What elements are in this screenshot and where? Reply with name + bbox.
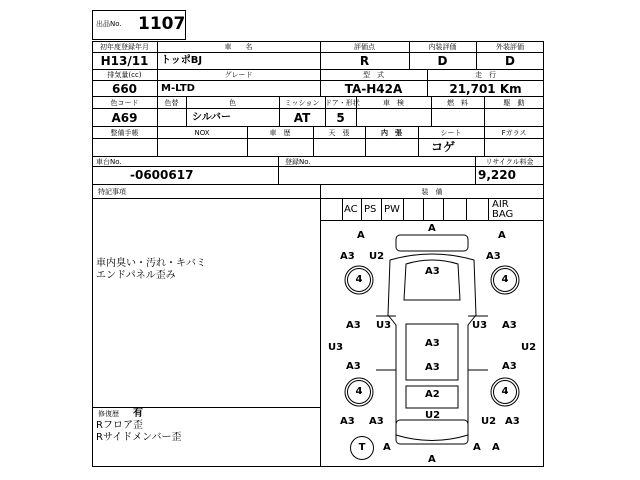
value-chassis: -0600617 <box>130 168 194 182</box>
label-mission: ミッション <box>284 99 320 107</box>
value-car-name: トッポBJ <box>161 55 203 66</box>
value-recycle: 9,220 <box>478 168 516 182</box>
mark-l-a3-2: A3 <box>346 361 361 372</box>
notes-line-1: 車内臭い・汚れ・キバミ <box>96 258 206 269</box>
label-manual: 整備手帳 <box>110 129 139 137</box>
mark-fl-u2: U2 <box>369 251 385 262</box>
value-score: R <box>359 54 370 68</box>
label-chassis: 車台No. <box>96 158 122 166</box>
label-displacement: 排気量(cc) <box>107 71 142 79</box>
front-bumper <box>396 235 468 251</box>
mark-rr-a3: A3 <box>505 416 520 427</box>
wheel-rl: 4 <box>347 380 371 404</box>
label-recycle: リサイクル料金 <box>485 158 534 166</box>
value-grade: M-LTD <box>161 83 195 94</box>
label-equipment: 装 備 <box>421 188 443 196</box>
repair-line-1: Rフロア歪 <box>96 420 143 431</box>
label-color: 色 <box>229 99 236 107</box>
value-mission: AT <box>293 111 311 125</box>
label-notes: 特記事項 <box>98 188 126 196</box>
wheel-rr: 4 <box>493 380 517 404</box>
mark-l-u3-1: U3 <box>376 320 392 331</box>
label-mileage: 走 行 <box>475 71 496 79</box>
mark-front-a3: A <box>498 230 506 241</box>
value-year: H13/11 <box>100 54 149 68</box>
mark-rl-a3-b: A3 <box>369 416 384 427</box>
equip-pw: PW <box>384 204 400 215</box>
equip-ac: AC <box>344 204 358 215</box>
repair-line-2: Rサイドメンバー歪 <box>96 432 182 443</box>
mark-bottom-a2: A <box>428 454 436 465</box>
mark-center-u2: A3 <box>425 362 440 373</box>
mark-front-a1: A <box>357 230 365 241</box>
label-roof: 天 張 <box>328 129 350 137</box>
tow-mark: T <box>350 436 374 460</box>
mark-fr-a3: A3 <box>486 251 501 262</box>
label-interior: 内装評価 <box>428 43 457 51</box>
mark-roof-a3: A3 <box>425 338 440 349</box>
label-model: 型 式 <box>363 71 384 79</box>
value-exterior: D <box>505 54 515 68</box>
mark-fl-a3: A3 <box>340 251 355 262</box>
wheel-fr: 4 <box>493 268 517 292</box>
label-registration: 登録No. <box>285 158 311 166</box>
mark-r-a3-2: A3 <box>502 361 517 372</box>
equip-airbag-2: BAG <box>492 209 514 220</box>
mark-bottom-a4: A <box>492 442 500 453</box>
value-color: シルバー <box>192 112 232 123</box>
lot-number: 1107 <box>138 14 186 34</box>
value-mileage: 21,701 Km <box>449 82 522 96</box>
wheel-fl: 4 <box>347 268 371 292</box>
mark-rl-a3: A3 <box>340 416 355 427</box>
label-car-name: 車 名 <box>224 43 253 51</box>
mark-hood-a3: A3 <box>425 266 440 277</box>
label-history: 車 歴 <box>269 129 291 137</box>
label-doors: ドア・形状 <box>325 99 360 107</box>
equip-airbag-1: AIR <box>492 199 509 210</box>
value-doors: 5 <box>336 111 345 125</box>
mark-l-u3-2: U3 <box>328 342 344 353</box>
mark-rr-u2: U2 <box>481 416 497 427</box>
label-score: 評価点 <box>354 43 375 51</box>
label-grade: グレード <box>224 71 253 79</box>
value-color-code: A69 <box>111 111 138 125</box>
mark-r-a3-1: A3 <box>502 320 517 331</box>
mark-r-u3-1: U3 <box>472 320 488 331</box>
label-inspection: 車 検 <box>383 99 404 107</box>
value-interior: D <box>437 54 448 68</box>
mark-rear-u2: U2 <box>425 410 441 421</box>
value-model: TA-H42A <box>344 82 403 96</box>
label-glass: Fガラス <box>501 129 527 137</box>
value-seat: コゲ <box>430 140 455 154</box>
label-color-change: 色替 <box>164 99 179 107</box>
label-nox: NOX <box>194 129 210 137</box>
label-seat: シート <box>440 129 462 137</box>
mark-l-a3-1: A3 <box>346 320 361 331</box>
label-drive: 駆 動 <box>503 99 525 107</box>
label-repair: 修復歴 <box>98 410 119 418</box>
mark-bottom-a1: A <box>383 442 391 453</box>
label-fuel: 燃 料 <box>447 99 468 107</box>
label-color-code: 色コード <box>110 99 139 107</box>
lot-label: 出品No. <box>96 20 122 28</box>
mark-r-u2: U2 <box>521 342 537 353</box>
mark-front-a2: A <box>428 223 436 234</box>
value-displacement: 660 <box>111 82 138 96</box>
mark-rear-a2: A2 <box>425 389 440 400</box>
label-interior-trim: 内 張 <box>381 129 402 137</box>
label-exterior: 外装評価 <box>496 43 524 51</box>
mark-bottom-a3: A <box>473 442 481 453</box>
notes-line-2: エンドパネル歪み <box>96 270 176 281</box>
value-repair: 有 <box>133 408 143 419</box>
equip-ps: PS <box>364 204 377 215</box>
equipment-grid <box>320 198 544 220</box>
label-year: 初年度登録年月 <box>100 43 149 51</box>
